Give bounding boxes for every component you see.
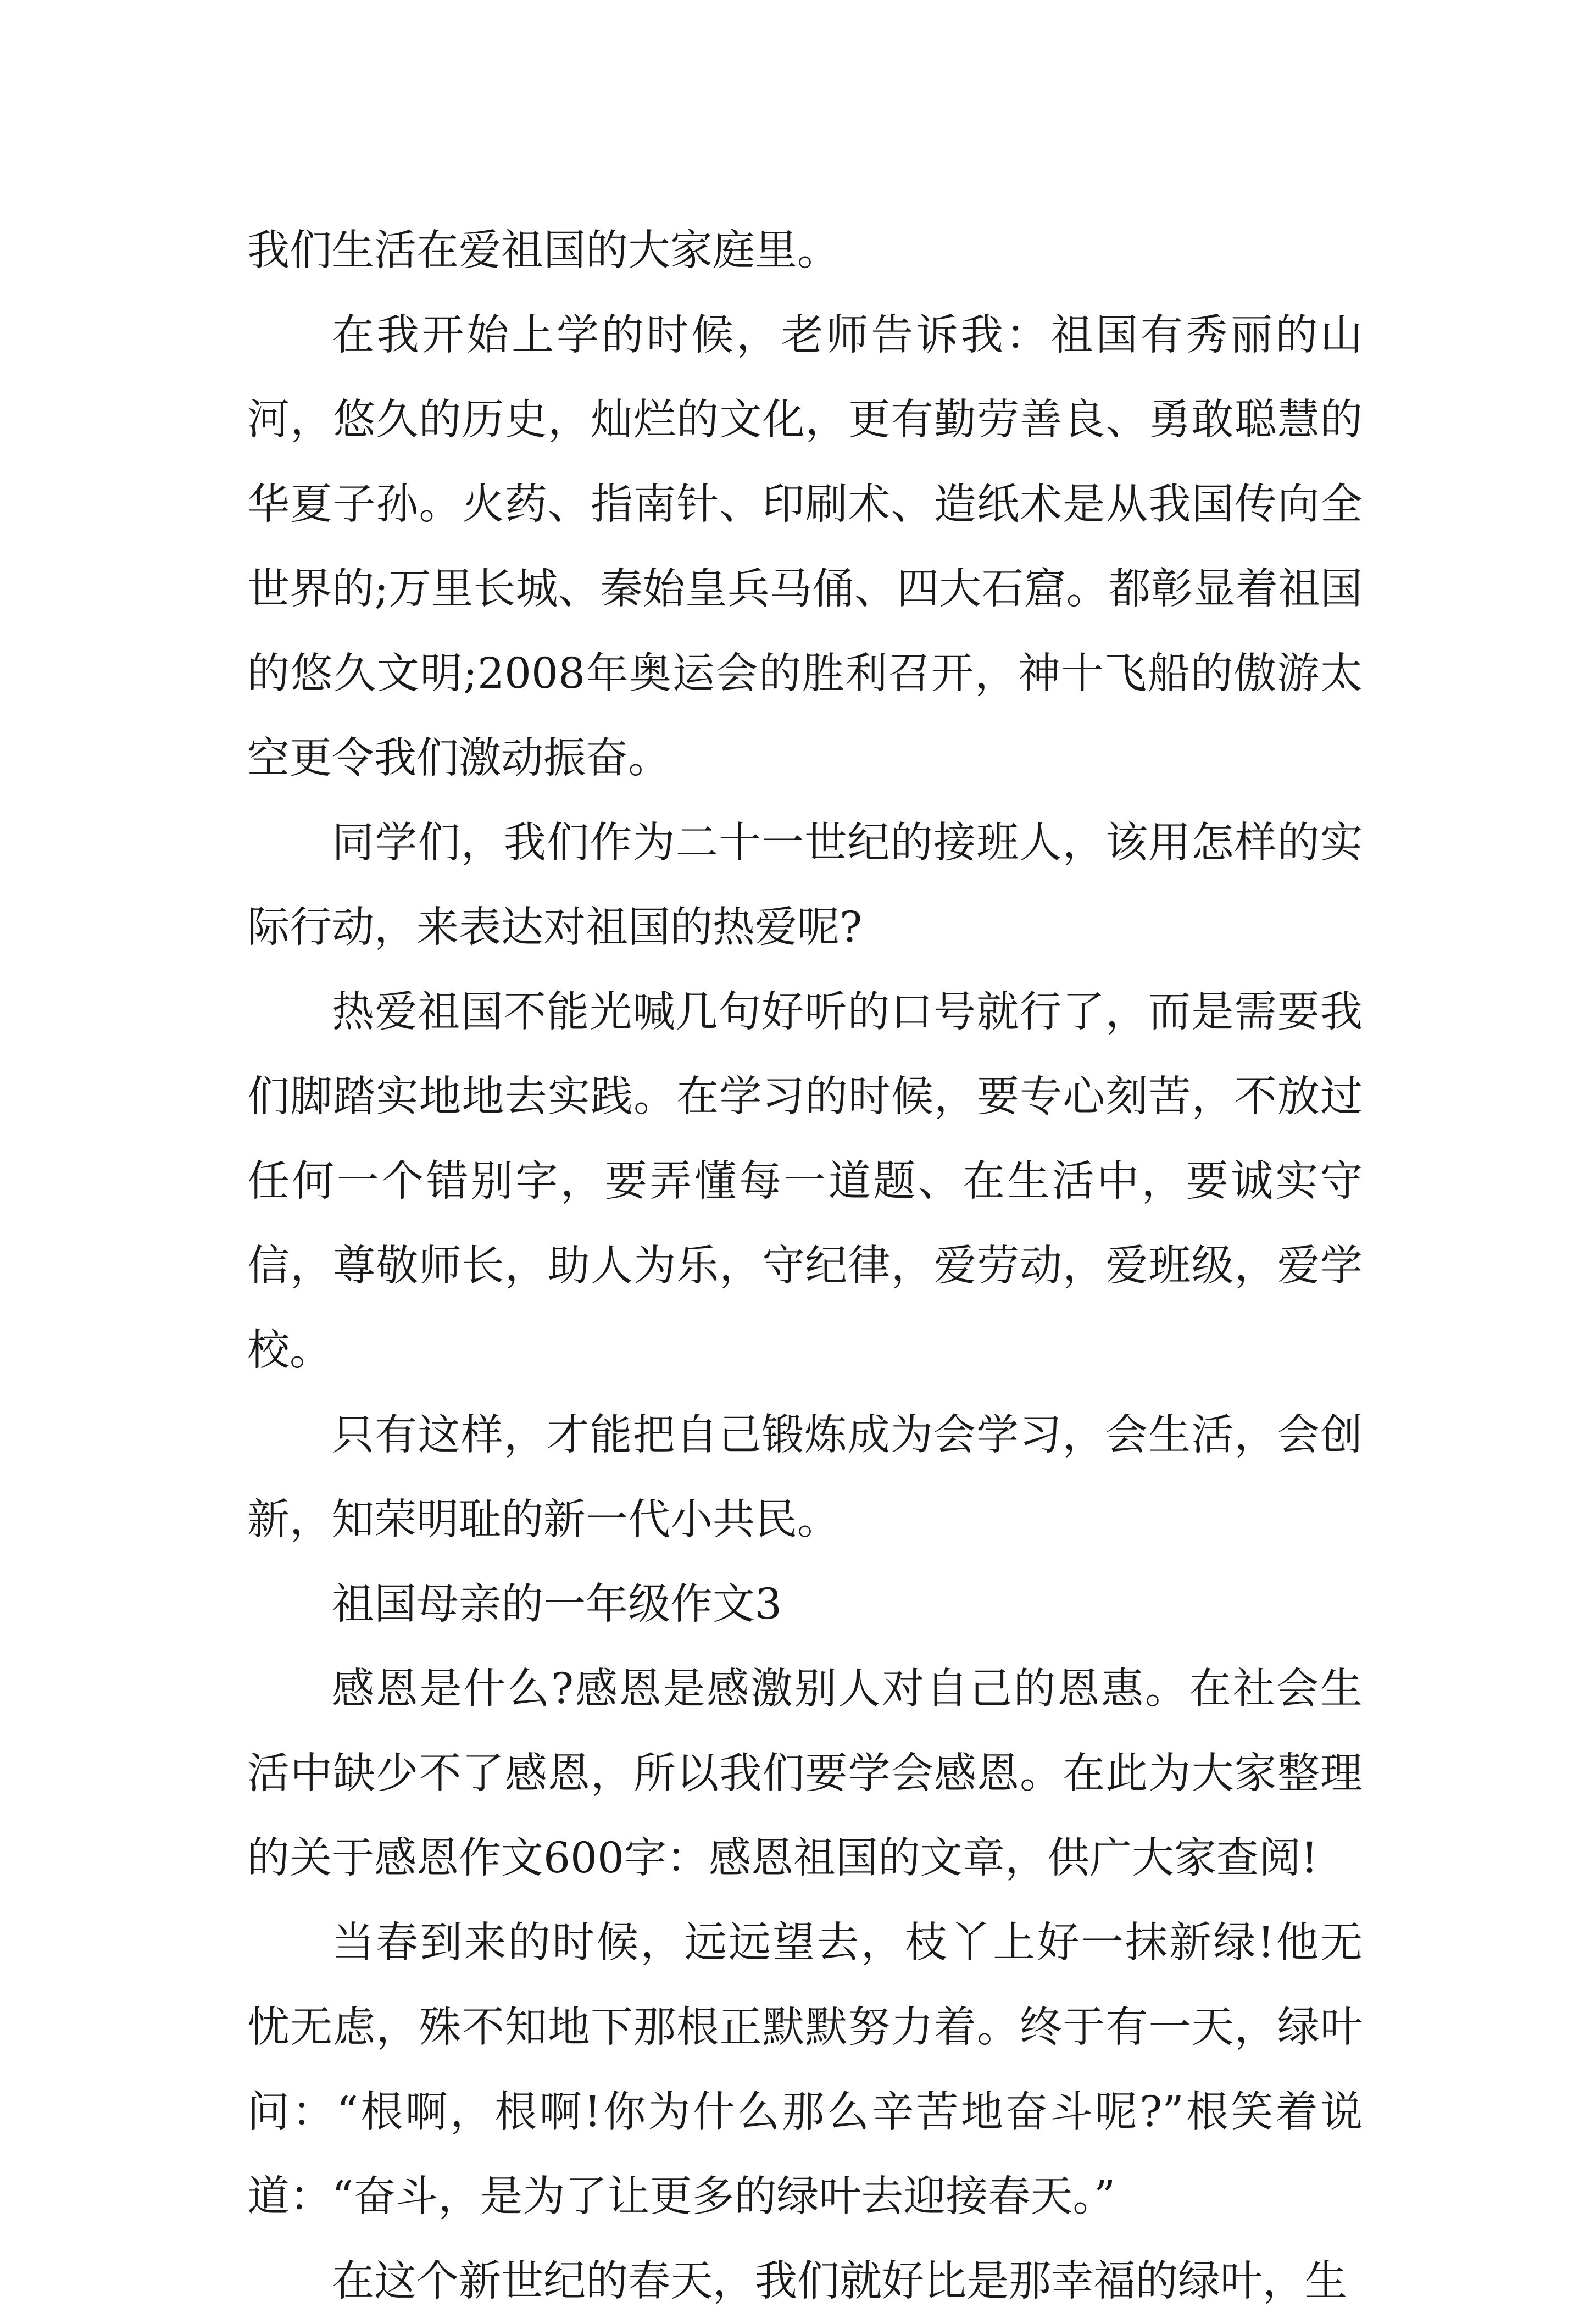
paragraph: 当春到来的时候，远远望去，枝丫上好一抹新绿!他无忧无虑，殊不知地下那根正默默努力着。终于有一天，绿叶问：“根啊，根啊!你为什么那么辛苦地奋斗呢?”根笑着说道：“奋斗，是为了让更多的绿叶去迎接春天。” xyxy=(247,1919,1363,2221)
document-page xyxy=(247,209,1363,2324)
paragraph: 只有这样，才能把自己锻炼成为会学习，会生活，会创新，知荣明耻的新一代小共民。 xyxy=(247,1411,1363,1544)
paragraph: 热爱祖国不能光喊几句好听的口号就行了，而是需要我们脚踏实地地去实践。在学习的时候，要专心刻苦，不放过任何一个错别字，要弄懂每一道题、在生活中，要诚实守信，尊敬师长，助人为乐，守纪律，爱劳动，爱班级，爱学校。 xyxy=(247,988,1363,1375)
paragraph: 感恩是什么?感恩是感激别人对自己的恩惠。在社会生活中缺少不了感恩，所以我们要学会感恩。在此为大家整理的关于感恩作文600字：感恩祖国的文章，供广大家查阅! xyxy=(247,1665,1363,1883)
paragraph: 在我开始上学的时候，老师告诉我：祖国有秀丽的山河，悠久的历史，灿烂的文化，更有勤劳善良、勇敢聪慧的华夏子孙。火药、指南针、印刷术、造纸术是从我国传向全世界的;万里长城、秦始皇兵马俑、四大石窟。都彰显着祖国的悠久文明;2008年奥运会的胜利召开，神十飞船的傲游太空更令我们激动振奋。 xyxy=(247,311,1363,783)
section-heading: 祖国母亲的一年级作文3 xyxy=(332,1580,782,1629)
paragraph: 在这个新世纪的春天，我们就好比是那幸福的绿叶，生 xyxy=(332,2257,1347,2306)
paragraph: 同学们，我们作为二十一世纪的接班人，该用怎样的实际行动，来表达对祖国的热爱呢? xyxy=(247,819,1363,952)
paragraph: 我们生活在爱祖国的大家庭里。 xyxy=(247,226,840,275)
